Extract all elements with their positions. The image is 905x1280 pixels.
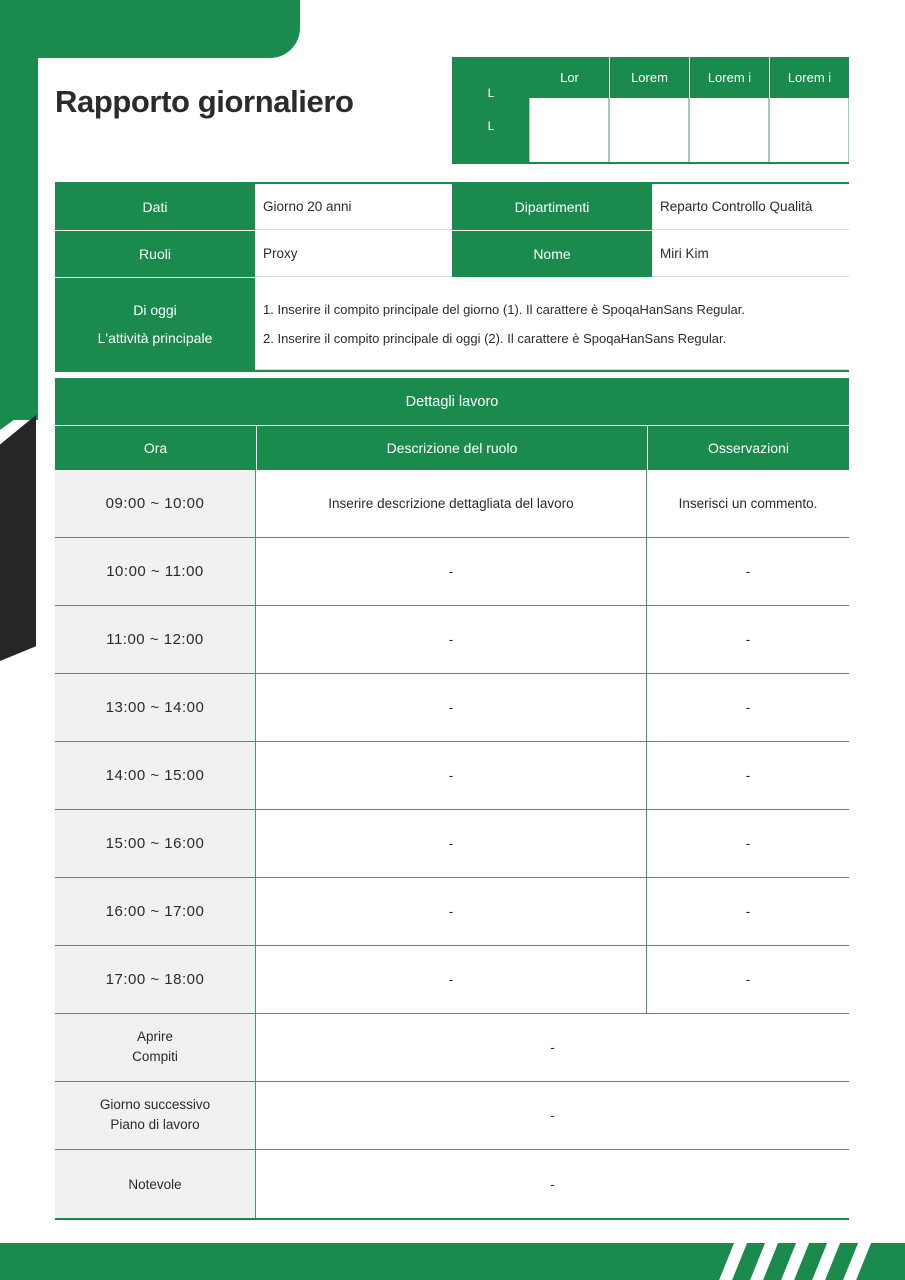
work-details-header-row (55, 426, 849, 470)
info-row (55, 184, 849, 231)
column-header-description: Descrizione del ruolo (256, 426, 647, 470)
work-details-title: Dettagli lavoro (55, 378, 849, 426)
info-key-dipartimenti: Dipartimenti (452, 184, 652, 230)
approval-table (452, 57, 849, 164)
cell-time: 09:00 ~ 10:00 (55, 470, 256, 537)
cell-time: 14:00 ~ 15:00 (55, 742, 256, 809)
approval-label-line-1: L (487, 86, 495, 100)
main-task-label-line-2: L'attività principale (97, 330, 213, 346)
summary-row-remarkable (55, 1150, 849, 1218)
cell-description[interactable]: - (256, 946, 647, 1013)
page-title: Rapporto giornaliero (55, 84, 354, 119)
cell-description[interactable]: - (256, 674, 647, 741)
cell-notes[interactable]: - (647, 674, 849, 741)
work-details-table (55, 378, 849, 1220)
summary-row-next-day-plan (55, 1082, 849, 1150)
cell-description[interactable]: - (256, 810, 647, 877)
summary-value[interactable]: - (256, 1014, 849, 1081)
table-row (55, 606, 849, 674)
info-key-nome: Nome (452, 231, 652, 277)
summary-label-line-2: Piano di lavoro (110, 1117, 200, 1132)
summary-label: Notevole (55, 1150, 256, 1218)
approval-column (530, 57, 609, 162)
approval-column-header: Lor (530, 57, 609, 98)
info-key-dati: Dati (55, 184, 255, 230)
cell-notes[interactable]: - (647, 742, 849, 809)
column-header-time: Ora (143, 440, 168, 456)
summary-label-line-1: Giorno successivo (99, 1097, 211, 1113)
bottom-green-bar (0, 1243, 905, 1280)
approval-column-header: Lorem (610, 57, 689, 98)
info-table (55, 182, 849, 372)
cell-notes[interactable]: Inserisci un commento. (647, 470, 849, 537)
table-row (55, 810, 849, 878)
table-row (55, 538, 849, 606)
main-task-row (55, 278, 849, 370)
table-row (55, 946, 849, 1014)
cell-time: 13:00 ~ 14:00 (55, 674, 256, 741)
approval-signature-box[interactable] (529, 98, 609, 162)
cell-description[interactable]: - (256, 742, 647, 809)
cell-time: 10:00 ~ 11:00 (55, 538, 256, 605)
approval-column (769, 57, 849, 162)
table-row (55, 878, 849, 946)
summary-label (55, 1082, 256, 1149)
info-row (55, 231, 849, 278)
main-task-label-line-1: Di oggi (133, 302, 177, 318)
summary-row-open-tasks (55, 1014, 849, 1082)
cell-notes[interactable]: - (647, 810, 849, 877)
diagonal-stripe (714, 1243, 751, 1280)
summary-label-line-2: Compiti (132, 1049, 178, 1064)
approval-column-header: Lorem i (770, 57, 849, 98)
main-task-line-1: 1. Inserire il compito principale del giorno (1). Il carattere è SpoqaHanSans Regular. (263, 301, 745, 317)
approval-signature-box[interactable] (689, 98, 769, 162)
info-value-dati[interactable]: Giorno 20 anni (255, 184, 452, 230)
cell-notes[interactable]: - (647, 538, 849, 605)
info-value-nome[interactable]: Miri Kim (652, 231, 849, 277)
approval-signature-box[interactable] (609, 98, 689, 162)
left-dark-block (0, 415, 36, 661)
cell-notes[interactable]: - (647, 606, 849, 673)
top-green-band (0, 0, 300, 58)
approval-columns (530, 57, 849, 162)
left-green-column (0, 0, 38, 420)
diagonal-stripe (745, 1243, 782, 1280)
approval-label-cell (452, 57, 530, 162)
info-value-ruoli[interactable]: Proxy (255, 231, 452, 277)
cell-time: 15:00 ~ 16:00 (55, 810, 256, 877)
cell-time: 16:00 ~ 17:00 (55, 878, 256, 945)
diagonal-stripe (838, 1243, 875, 1280)
main-task-line-2: 2. Inserire il compito principale di oggi (2). Il carattere è SpoqaHanSans Regular. (263, 330, 727, 346)
cell-description[interactable]: - (256, 538, 647, 605)
table-row (55, 470, 849, 538)
info-key-ruoli: Ruoli (55, 231, 255, 277)
approval-label-line-2: L (487, 119, 495, 133)
approval-signature-box[interactable] (769, 98, 849, 162)
main-task-value[interactable] (255, 278, 849, 370)
cell-notes[interactable]: - (647, 946, 849, 1013)
table-row (55, 742, 849, 810)
main-task-label (55, 278, 255, 370)
cell-time: 11:00 ~ 12:00 (55, 606, 256, 673)
approval-column-header: Lorem i (690, 57, 769, 98)
diagonal-stripe (776, 1243, 813, 1280)
summary-value[interactable]: - (256, 1150, 849, 1218)
approval-column (609, 57, 689, 162)
info-value-dipartimenti[interactable]: Reparto Controllo Qualità (652, 184, 849, 230)
column-header-notes: Osservazioni (647, 426, 849, 470)
summary-label (55, 1014, 256, 1081)
cell-notes[interactable]: - (647, 878, 849, 945)
summary-label-line-1: Aprire (136, 1029, 173, 1045)
summary-value[interactable]: - (256, 1082, 849, 1149)
cell-description[interactable]: Inserire descrizione dettagliata del lavoro (256, 470, 647, 537)
table-row (55, 674, 849, 742)
cell-time: 17:00 ~ 18:00 (55, 946, 256, 1013)
cell-description[interactable]: - (256, 878, 647, 945)
cell-description[interactable]: - (256, 606, 647, 673)
diagonal-stripe (807, 1243, 844, 1280)
approval-column (689, 57, 769, 162)
